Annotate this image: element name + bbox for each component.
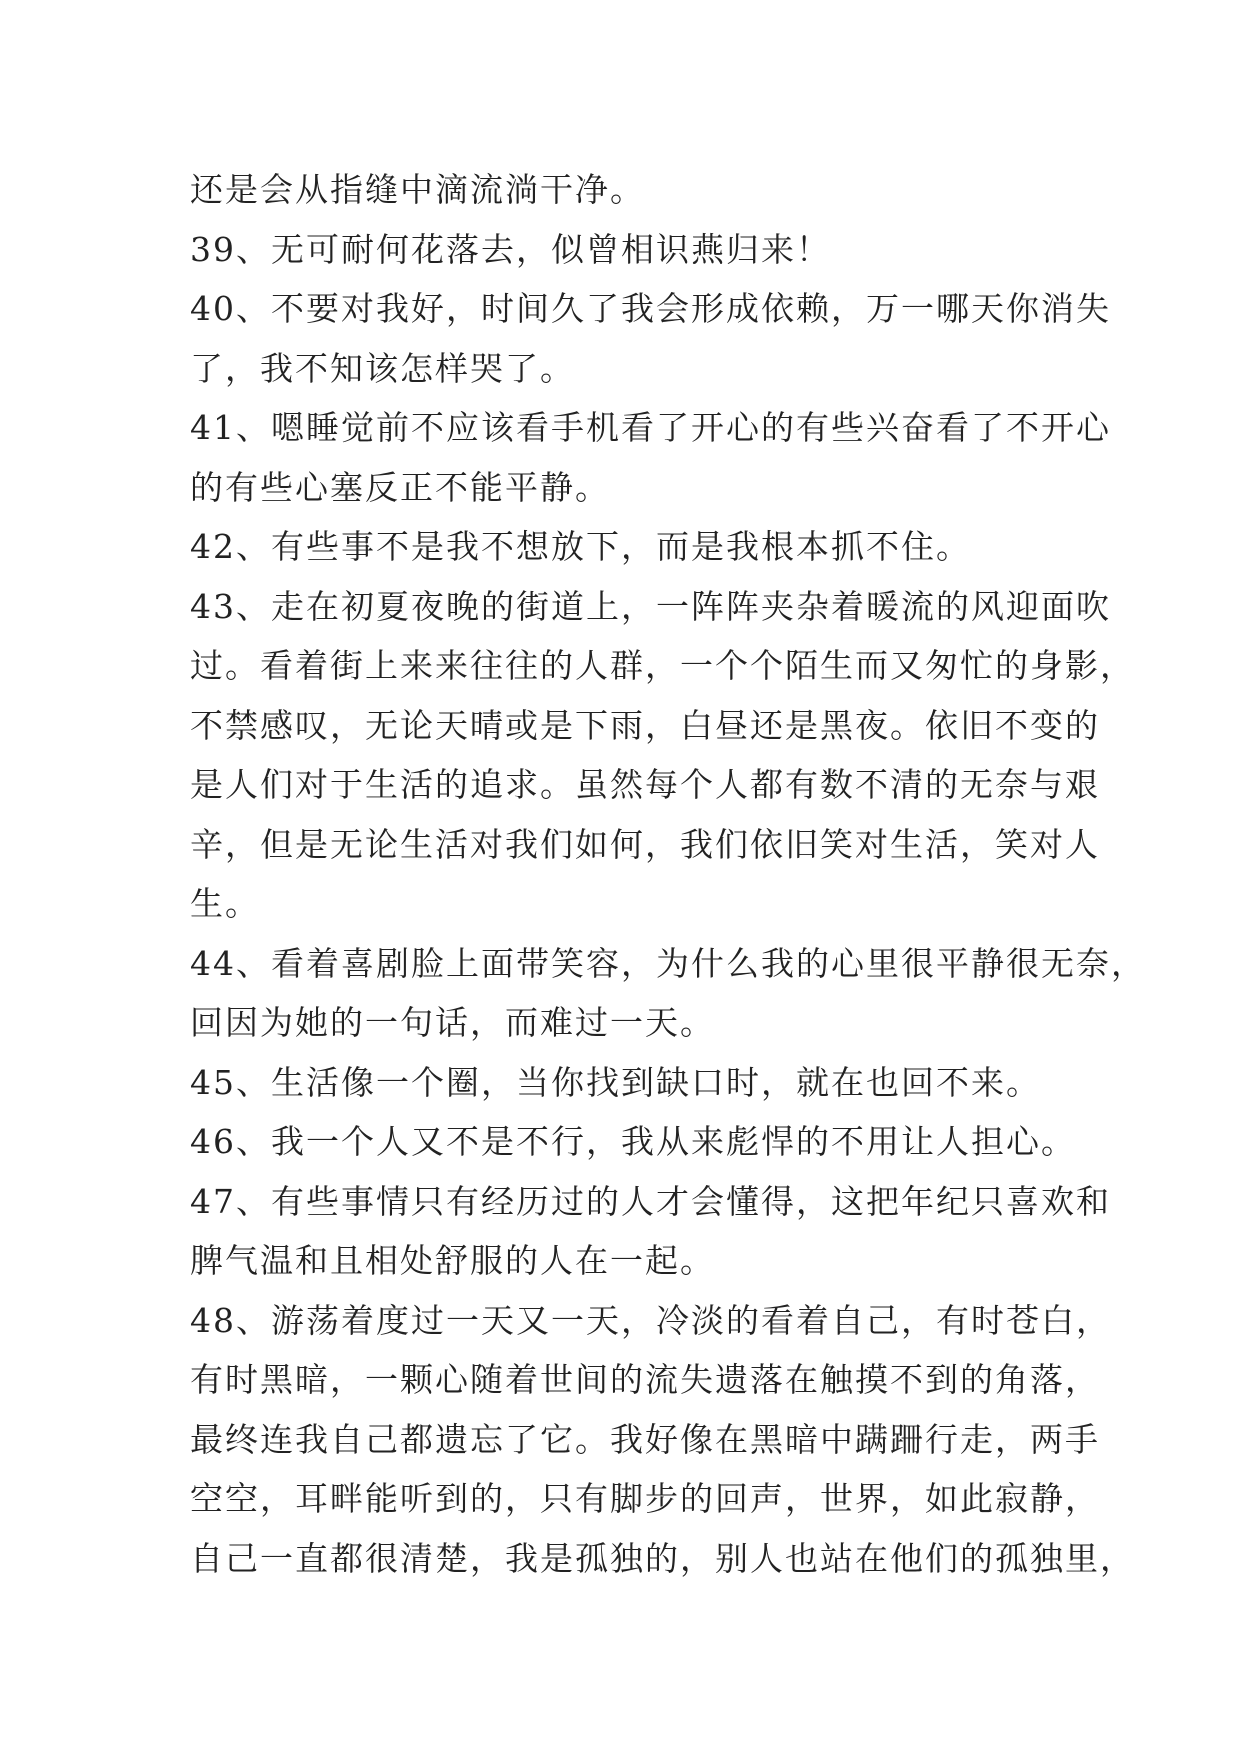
text-line: 是人们对于生活的追求。虽然每个人都有数不清的无奈与艰 [190, 765, 1100, 804]
text-line: 生。 [190, 884, 260, 923]
text-line: 了，我不知该怎样哭了。 [190, 348, 575, 388]
text-line: 空空，耳畔能听到的，只有脚步的回声，世界，如此寂静， [190, 1479, 1100, 1518]
text-line: 过。看着街上来来往往的人群，一个个陌生而又匆忙的身影， [190, 646, 1135, 685]
text-line: 不禁感叹，无论天晴或是下雨，白昼还是黑夜。依旧不变的 [190, 705, 1100, 745]
text-line: 48、游荡着度过一天又一天，冷淡的看着自己，有时苍白， [190, 1300, 1111, 1340]
text-line: 还是会从指缝中滴流淌干净。 [190, 170, 645, 209]
text-line: 44、看着喜剧脸上面带笑容，为什么我的心里很平静很无奈， [190, 943, 1146, 983]
text-line: 自己一直都很清楚，我是孤独的，别人也站在他们的孤独里， [190, 1538, 1135, 1578]
text-line: 47、有些事情只有经历过的人才会懂得，这把年纪只喜欢和 [190, 1181, 1111, 1221]
text-line: 39、无可耐何花落去，似曾相识燕归来！ [190, 229, 831, 269]
text-line: 最终连我自己都遗忘了它。我好像在黑暗中蹒跚行走，两手 [190, 1419, 1100, 1459]
text-line: 41、嗯睡觉前不应该看手机看了开心的有些兴奋看了不开心 [190, 408, 1111, 447]
text-line: 辛，但是无论生活对我们如何，我们依旧笑对生活，笑对人 [190, 824, 1100, 864]
text-line: 的有些心塞反正不能平静。 [190, 467, 610, 507]
text-line: 有时黑暗，一颗心随着世间的流失遗落在触摸不到的角落， [190, 1360, 1100, 1399]
text-line: 脾气温和且相处舒服的人在一起。 [190, 1241, 715, 1280]
text-line: 45、生活像一个圈，当你找到缺口时，就在也回不来。 [190, 1062, 1041, 1102]
text-line: 46、我一个人又不是不行，我从来彪悍的不用让人担心。 [190, 1122, 1076, 1161]
text-line: 40、不要对我好，时间久了我会形成依赖，万一哪天你消失 [190, 289, 1111, 328]
text-line: 42、有些事不是我不想放下，而是我根本抓不住。 [190, 527, 971, 566]
text-line: 回因为她的一句话，而难过一天。 [190, 1003, 715, 1042]
document-body [190, 160, 1146, 1588]
text-line: 43、走在初夏夜晚的街道上，一阵阵夹杂着暖流的风迎面吹 [190, 586, 1111, 626]
